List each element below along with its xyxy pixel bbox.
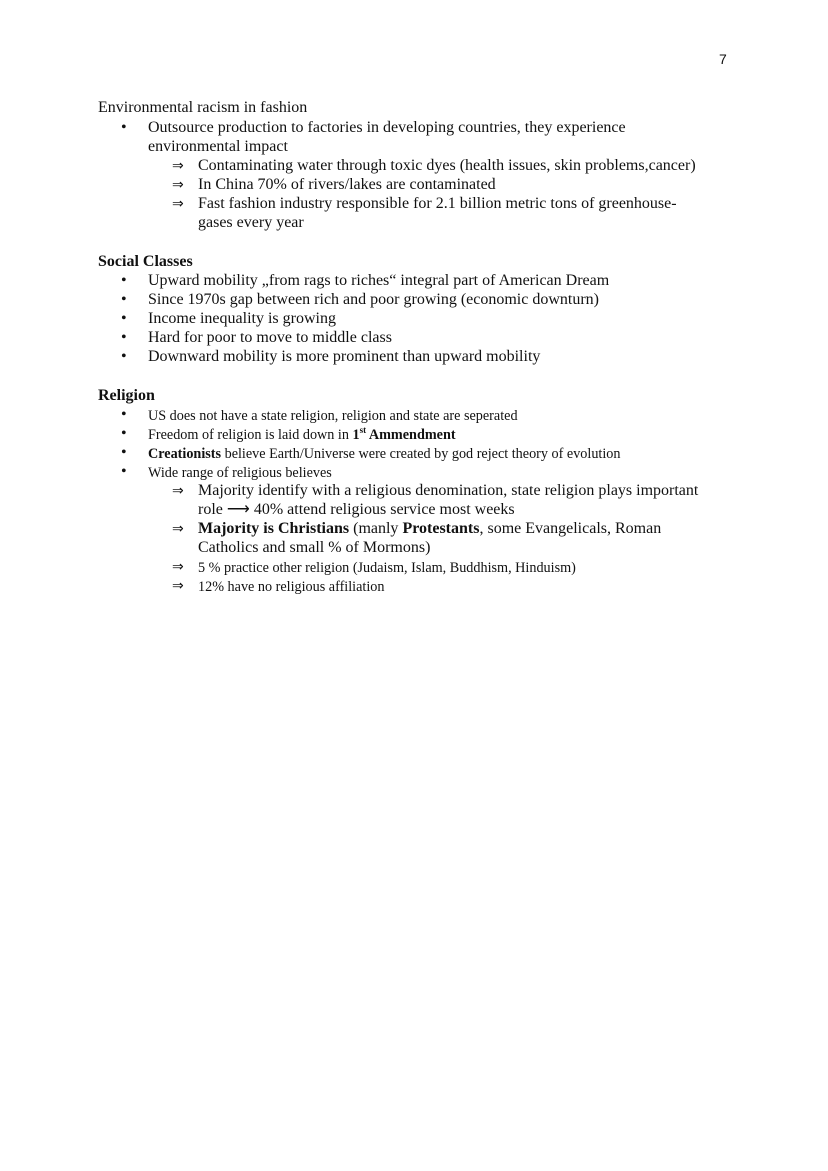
sub-item-cont: gases every year [198, 214, 304, 231]
list-item [148, 425, 456, 445]
list-item: Downward mobility is more prominent than upward mobility [148, 348, 541, 365]
sub-item: Contaminating water through toxic dyes (health issues, skin problems,cancer) [198, 157, 696, 174]
list-item: Wide range of religious believes [148, 465, 332, 481]
sub-item: In China 70% of rivers/lakes are contaminated [198, 176, 496, 193]
section-heading-social-classes: Social Classes [98, 253, 193, 270]
arrow-icon: ⇒ [172, 579, 184, 594]
bullet-icon: • [121, 329, 127, 346]
sub-item: 5 % practice other religion (Judaism, Islam, Buddhism, Hinduism) [198, 560, 576, 576]
sub-item: Fast fashion industry responsible for 2.1 billion metric tons of greenhouse- [198, 195, 677, 212]
sub-item: 12% have no religious affiliation [198, 579, 385, 595]
list-item: Outsource production to factories in developing countries, they experience [148, 119, 626, 136]
text: believe Earth/Universe were created by god reject theory of evolution [221, 446, 621, 462]
bullet-icon: • [121, 310, 127, 327]
text: (manly [349, 520, 403, 537]
bullet-icon: • [121, 272, 127, 289]
text: role [198, 501, 227, 518]
sub-item-cont [198, 500, 515, 520]
list-item: Income inequality is growing [148, 310, 336, 327]
arrow-icon: ⇒ [172, 159, 184, 174]
text-bold: Protestants [402, 520, 480, 537]
text-bold: Majority is Christians [198, 520, 350, 537]
list-item: Hard for poor to move to middle class [148, 329, 392, 346]
list-item: Since 1970s gap between rich and poor growing (economic downturn) [148, 291, 599, 308]
long-arrow-icon: ⟶ [226, 501, 250, 518]
arrow-icon: ⇒ [172, 560, 184, 575]
list-item: US does not have a state religion, religion and state are seperated [148, 408, 518, 424]
sub-item-cont: Catholics and small % of Mormons) [198, 539, 431, 556]
text: 40% attend religious service most weeks [249, 501, 515, 518]
sub-item: Majority identify with a religious denomination, state religion plays important [198, 482, 699, 499]
list-item: Upward mobility „from rags to riches“ integral part of American Dream [148, 272, 610, 289]
text: Freedom of religion is laid down in [148, 427, 353, 443]
arrow-icon: ⇒ [172, 522, 184, 537]
arrow-icon: ⇒ [172, 197, 184, 212]
section-heading-environment: Environmental racism in fashion [98, 99, 308, 116]
bullet-icon: • [121, 291, 127, 308]
text: , some Evangelicals, Roman [479, 520, 662, 537]
bullet-icon: • [121, 348, 127, 365]
superscript: st [359, 425, 367, 435]
text-bold: 1 [352, 427, 360, 443]
section-heading-religion: Religion [98, 387, 155, 404]
list-item [148, 444, 621, 464]
arrow-icon: ⇒ [172, 484, 184, 499]
bullet-icon: • [121, 444, 127, 461]
bullet-icon: • [121, 463, 127, 480]
bullet-icon: • [121, 406, 127, 423]
page-number: 7 [719, 51, 727, 67]
sub-item [198, 519, 661, 539]
text-bold: Creationists [148, 446, 222, 462]
arrow-icon: ⇒ [172, 178, 184, 193]
bullet-icon: • [121, 119, 127, 136]
text-bold: Ammendment [366, 427, 456, 443]
bullet-icon: • [121, 425, 127, 442]
list-item-cont: environmental impact [148, 138, 288, 155]
